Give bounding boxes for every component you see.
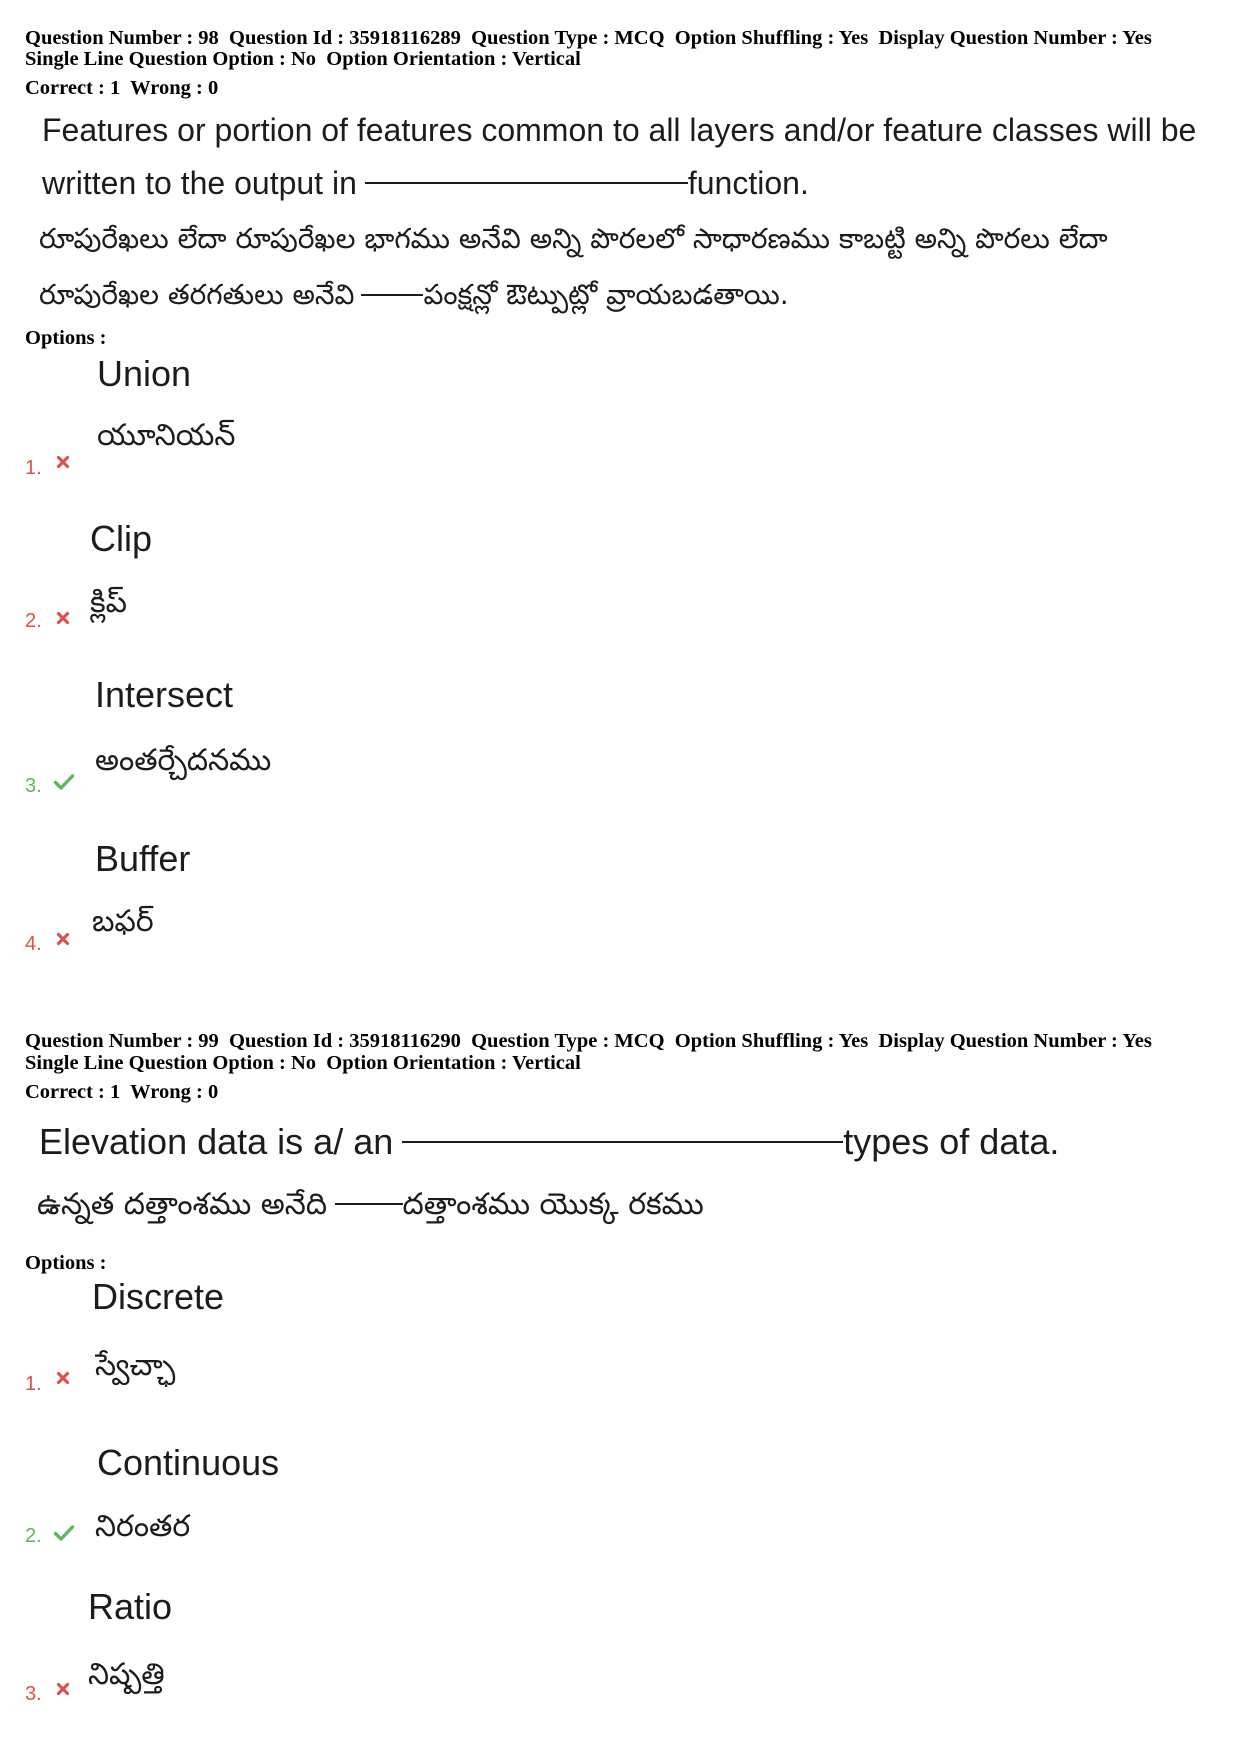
question-text-english [42, 164, 1224, 202]
option-text-telugu: స్వేచ్ఛా [95, 1348, 176, 1383]
option-number: 3. [25, 1683, 42, 1705]
answer-blank [402, 1141, 843, 1143]
answer-blank [335, 1203, 403, 1205]
question-text-english [39, 1121, 1224, 1163]
cross-icon [56, 1371, 70, 1385]
question-text-segment: ఉన్నత దత్తాంశము అనేది [37, 1187, 328, 1222]
option-text-english: Intersect [95, 674, 234, 715]
question-meta-line: Question Number : 98 Question Id : 35918116289 Question Type : MCQ Option Shuffling : Yes Display Question Number : Yes [25, 27, 1152, 49]
option-text-english: Clip [90, 518, 153, 559]
question-marks-line: Correct : 1 Wrong : 0 [25, 77, 219, 99]
question-text-telugu [37, 1184, 1224, 1226]
option-text-english: Union [97, 353, 192, 394]
question-meta-line: Question Number : 99 Question Id : 35918116290 Question Type : MCQ Option Shuffling : Yes Display Question Number : Yes [25, 1030, 1152, 1052]
cross-icon [56, 932, 70, 946]
option-text-telugu: అంతర్చేదనము [95, 743, 272, 778]
check-icon [53, 1524, 75, 1542]
option-text-telugu: యూనియన్ [97, 418, 236, 453]
question-text-segment: దత్తాంశము యొక్క రకము [402, 1187, 704, 1222]
option-text-telugu: క్లిప్ [90, 585, 127, 620]
option-text-english: Buffer [95, 838, 191, 879]
question-options-meta-line: Single Line Question Option : No Option Orientation : Vertical [25, 1052, 581, 1074]
question-text-telugu [39, 219, 1224, 259]
cross-icon [56, 611, 70, 625]
option-text-telugu: నిష్పత్తి [88, 1657, 165, 1692]
cross-icon [56, 455, 70, 469]
question-text-segment: types of data. [843, 1121, 1060, 1162]
check-icon [53, 773, 75, 791]
answer-blank [361, 294, 423, 296]
question-text-segment: Features or portion of features common to all layers and/or feature classes will be [42, 112, 1197, 148]
question-text-segment: రూపురేఖలు లేదా రూపురేఖల భాగము అనేవి అన్ని పొరలలో సాధారణము కాబట్టి అన్ని పొరలు లేదా [39, 222, 1108, 255]
question-text-segment: పంక్షన్లో ఔట్పుట్లో వ్రాయబడతాయి. [423, 278, 789, 311]
options-label: Options : [25, 327, 107, 349]
question-options-meta-line: Single Line Question Option : No Option Orientation : Vertical [25, 48, 581, 70]
question-marks-line: Correct : 1 Wrong : 0 [25, 1081, 219, 1103]
option-text-english: Discrete [92, 1276, 225, 1317]
option-text-english: Ratio [88, 1586, 173, 1627]
options-label: Options : [25, 1252, 107, 1274]
cross-icon [56, 1682, 70, 1696]
question-text-segment: Elevation data is a/ an [39, 1121, 394, 1162]
option-text-telugu: బఫర్ [92, 904, 154, 939]
question-text-segment: written to the output in [42, 165, 357, 201]
question-text-telugu [39, 275, 1224, 315]
option-number: 4. [25, 933, 42, 955]
option-number: 1. [25, 457, 42, 479]
option-text-english: Continuous [97, 1442, 280, 1483]
answer-blank [365, 182, 688, 184]
option-number: 3. [25, 775, 42, 797]
question-text-segment: function. [687, 165, 809, 201]
option-number: 2. [25, 1525, 42, 1547]
question-text-english [42, 111, 1224, 149]
option-number: 1. [25, 1373, 42, 1395]
question-text-segment: రూపురేఖల తరగతులు అనేవి [39, 278, 355, 311]
option-text-telugu: నిరంతర [95, 1509, 191, 1544]
option-number: 2. [25, 610, 42, 632]
